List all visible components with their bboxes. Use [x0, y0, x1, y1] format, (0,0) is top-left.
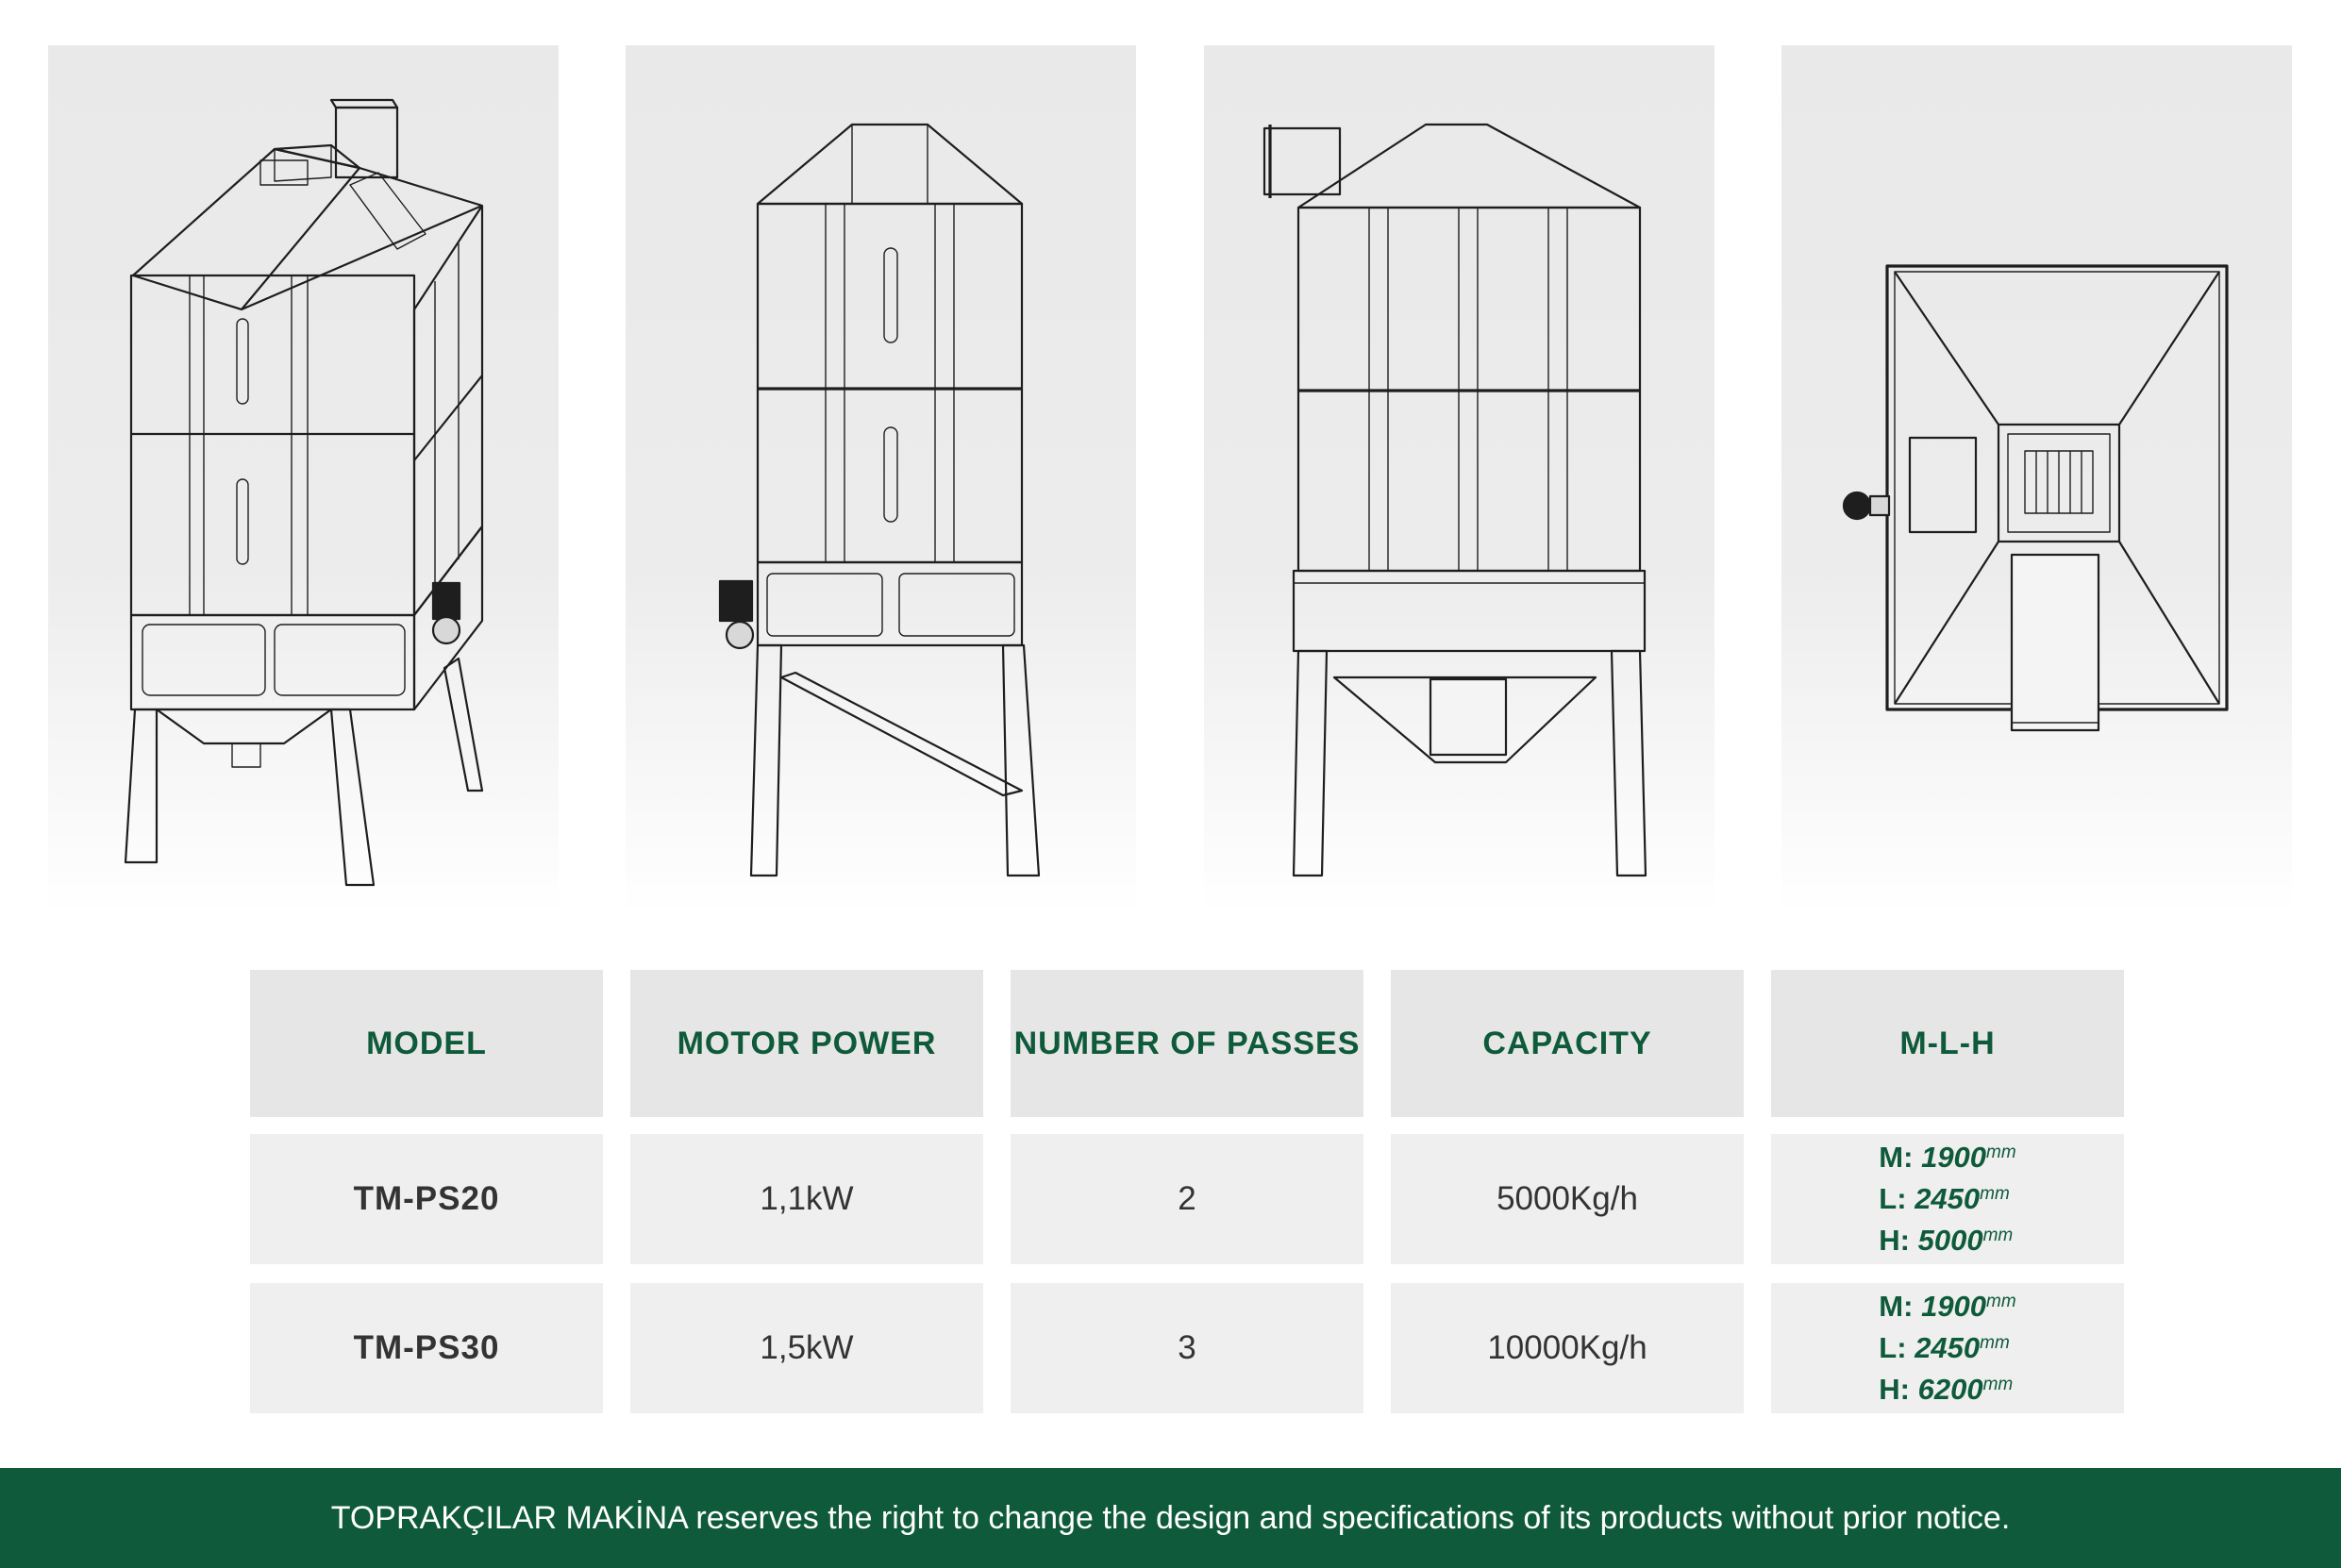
drawing-front-view: [626, 45, 1136, 915]
dim-m: M: $1900^{mm}$: [1879, 1140, 2016, 1174]
footer-disclaimer: TOPRAKÇILAR MAKİNA reserves the right to change the design and specifications of its products without prior notice.: [0, 1468, 2341, 1568]
drawing-top-view: [1781, 45, 2292, 915]
table-row: [250, 1134, 2124, 1264]
cell-passes: 2: [1011, 1134, 1363, 1264]
dim-l: L: $2450^{mm}$: [1879, 1181, 2010, 1215]
header-capacity: CAPACITY: [1391, 970, 1744, 1117]
header-dimensions: M-L-H: [1771, 970, 2124, 1117]
cell-capacity: 10000Kg/h: [1391, 1283, 1744, 1413]
dim-l: L: $2450^{mm}$: [1879, 1330, 2010, 1364]
table-row: [250, 1283, 2124, 1413]
table-header-row: [250, 970, 2124, 1117]
dim-h: H: $5000^{mm}$: [1879, 1224, 2014, 1257]
cell-motor-power: 1,5kW: [630, 1283, 983, 1413]
cell-capacity: 5000Kg/h: [1391, 1134, 1744, 1264]
specifications-table: [223, 970, 2151, 1413]
cell-passes: 3: [1011, 1283, 1363, 1413]
cell-model: TM-PS20: [250, 1134, 603, 1264]
cell-motor-power: 1,1kW: [630, 1134, 983, 1264]
drawing-isometric-view: [48, 45, 559, 915]
dim-m: M: $1900^{mm}$: [1879, 1289, 2016, 1323]
header-number-of-passes: NUMBER OF PASSES: [1011, 970, 1363, 1117]
cell-model: TM-PS30: [250, 1283, 603, 1413]
cell-dimensions: [1771, 1134, 2124, 1264]
cell-dimensions: [1771, 1283, 2124, 1413]
header-model: MODEL: [250, 970, 603, 1117]
header-motor-power: MOTOR POWER: [630, 970, 983, 1117]
dim-h: H: $6200^{mm}$: [1879, 1373, 2014, 1406]
drawing-side-view: [1204, 45, 1714, 915]
